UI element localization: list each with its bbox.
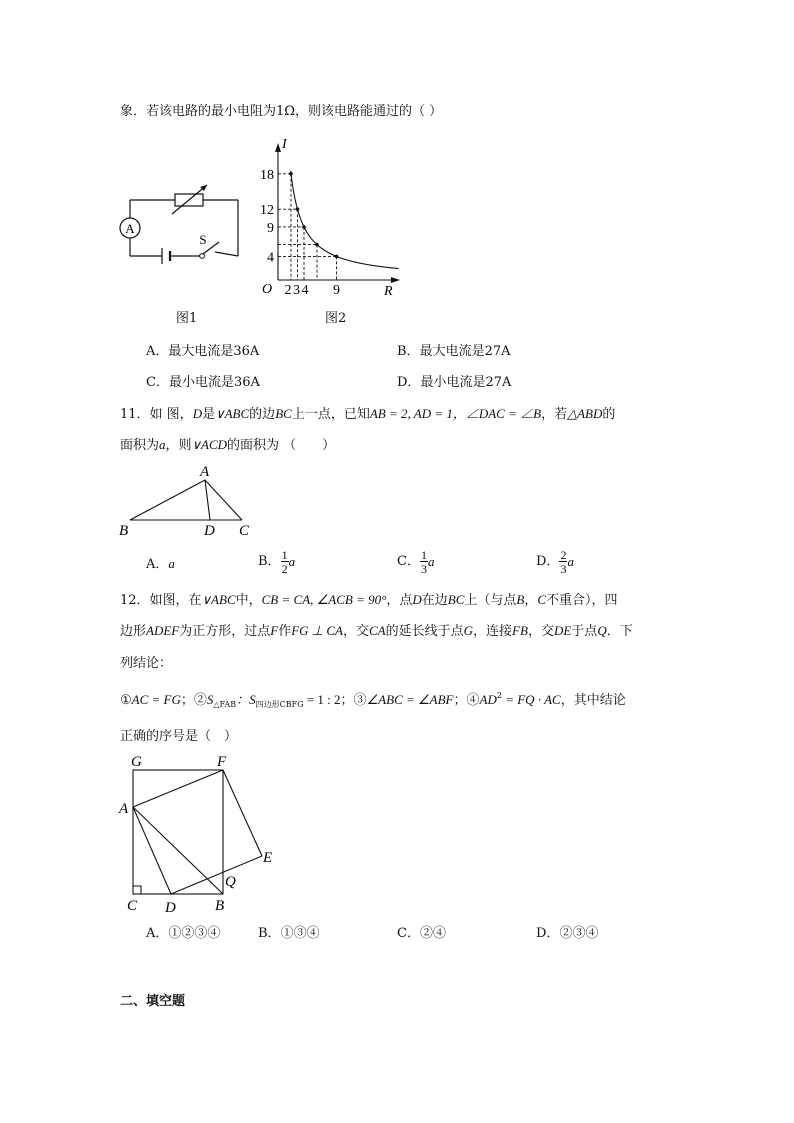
q12-label-d: D <box>165 900 176 916</box>
q12-label-b: B <box>215 898 225 914</box>
x-tick-label: 9 <box>333 283 340 298</box>
q10-option-d[interactable]: D．最小电流是27A <box>397 375 512 390</box>
q10-stem-tail: 象．若该电路的最小电阻为1Ω，则该电路能通过的（ ） <box>120 104 443 119</box>
q11-label-b: B <box>119 523 129 539</box>
x-tick-label: 4 <box>301 283 309 298</box>
q11-label-c: C <box>239 523 250 539</box>
q12-option-d[interactable]: D．②③④ <box>536 926 599 941</box>
section-title: 二、填空题 <box>120 994 186 1009</box>
q12-line5: 正确的序号是（ ） <box>120 729 238 744</box>
y-axis-label: I <box>282 137 287 152</box>
x-tick-label: 2 <box>284 283 292 298</box>
q11-option-d[interactable]: D． $\frac{2}{3}$ a <box>536 548 574 576</box>
q11-option-b[interactable]: B． $\frac{1}{2}$ a <box>258 548 296 576</box>
q12-label-c: C <box>127 898 138 914</box>
q12-line2: 边形ADEF为正方形，过点F作FG ⊥ CA，交CA的延长线于点G，连接FB，交DE于点Q．下 <box>120 623 633 639</box>
y-tick-label: 12 <box>260 203 274 219</box>
q10-option-b[interactable]: B．最大电流是27A <box>397 344 511 359</box>
q12-label-f: F <box>217 754 227 770</box>
q12-option-a[interactable]: A．①②③④ <box>146 926 221 941</box>
y-tick-label: 18 <box>260 167 274 183</box>
q10-option-a[interactable]: A．最大电流是36A <box>146 344 260 359</box>
fig1-caption: 图1 <box>176 311 198 326</box>
q11-label-d: D <box>204 523 215 539</box>
q12-line3: 列结论： <box>120 656 173 671</box>
q12-label-g: G <box>131 754 142 770</box>
x-tick-label: 3 <box>293 283 300 298</box>
q12-label-q: Q <box>225 874 236 890</box>
q11-line1: 11．如 图，D是∨ABC的边BC上一点，已知AB = 2, AD = 1，∠DAC = ∠B，若△ABD的 <box>120 406 616 422</box>
fig2-caption: 图2 <box>325 311 347 326</box>
q12-conclusions: ①AC = FG；$②S_{\triangle FAB}$：$S_{四边形CBFG} = 1$ : 2；③∠ABC = ∠ABF；$④AD^2$ = FQ · AC，其中结论 <box>120 691 626 709</box>
q12-line1: 12．如图，在∨ABC中，CB = CA, ∠ACB = 90°，点D在边BC上（与点B，C不重合），四 <box>120 592 618 608</box>
x-axis-label: R <box>384 284 393 299</box>
q12-label-e: E <box>263 850 273 866</box>
q12-label-a: A <box>119 801 129 817</box>
ammeter-label: A <box>125 221 135 236</box>
q11-option-a[interactable]: A．a <box>146 556 175 572</box>
origin-label: O <box>262 282 273 297</box>
q11-line2: 面积为a，则∨ACD的面积为 （ ） <box>120 437 336 453</box>
q12-option-c[interactable]: C．②④ <box>397 926 446 941</box>
q12-option-b[interactable]: B．①③④ <box>258 926 320 941</box>
q11-label-a: A <box>200 464 210 480</box>
y-tick-label: 4 <box>267 250 274 266</box>
y-tick-label: 9 <box>267 220 274 236</box>
q10-option-c[interactable]: C．最小电流是36A <box>146 375 260 390</box>
switch-label: S <box>199 232 207 247</box>
q11-option-c[interactable]: C． $\frac{1}{3}$ a <box>397 548 435 576</box>
